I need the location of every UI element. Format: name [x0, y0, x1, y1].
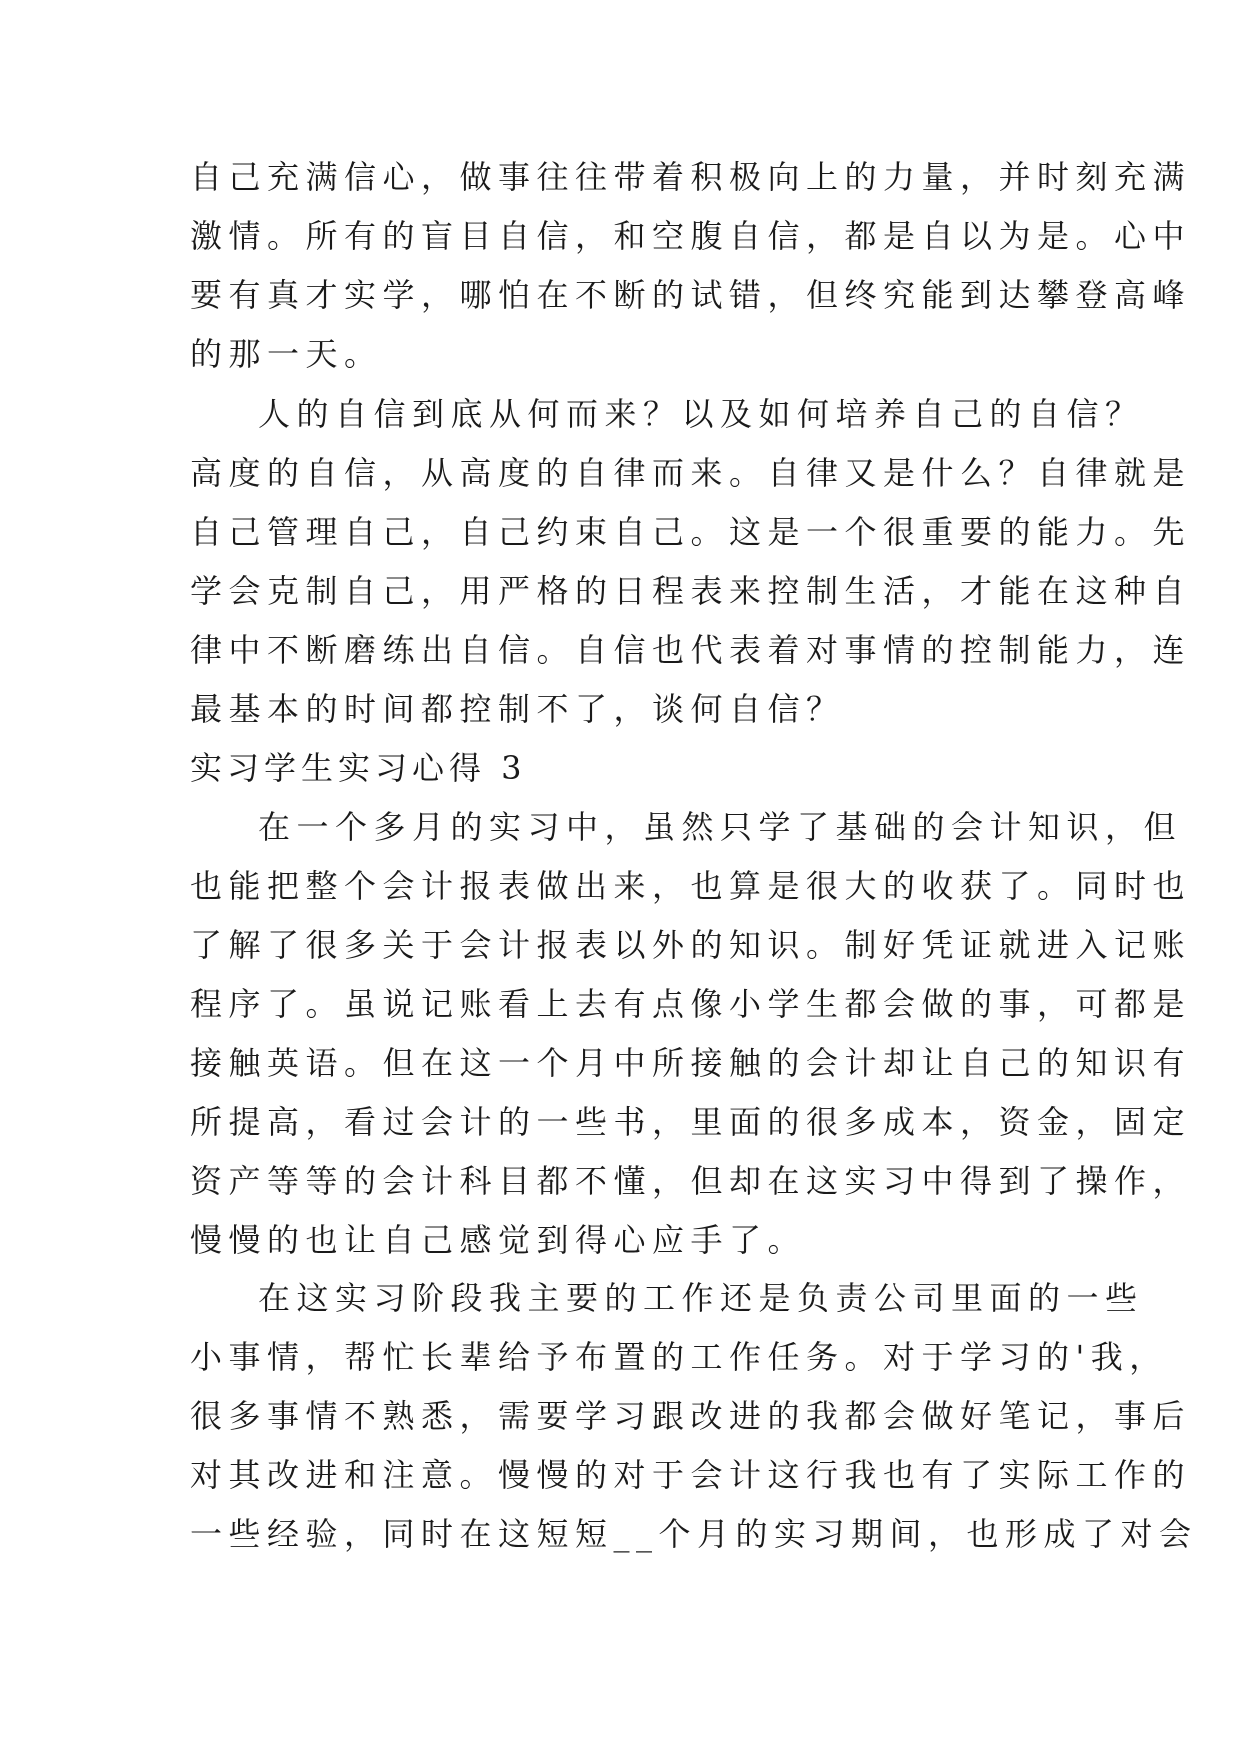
- paragraph-line: 激情。所有的盲目自信，和空腹自信，都是自以为是。心中: [190, 217, 1192, 255]
- paragraph-line: 对其改进和注意。慢慢的对于会计这行我也有了实际工作的: [190, 1456, 1192, 1494]
- paragraph-line: 人的自信到底从何而来？以及如何培养自己的自信？: [258, 395, 1144, 433]
- paragraph-line: 高度的自信，从高度的自律而来。自律又是什么？自律就是: [190, 454, 1192, 492]
- paragraph-3: [190, 798, 1192, 1270]
- paragraph-line: 所提高，看过会计的一些书，里面的很多成本，资金，固定: [190, 1103, 1192, 1141]
- paragraph-line: 要有真才实学，哪怕在不断的试错，但终究能到达攀登高峰: [190, 276, 1192, 314]
- paragraph-line: 小事情，帮忙长辈给予布置的工作任务。对于学习的'我，: [190, 1338, 1168, 1376]
- paragraph-line: 一些经验，同时在这短短__个月的实习期间，也形成了对会: [190, 1515, 1198, 1553]
- paragraph-line: 在一个多月的实习中，虽然只学了基础的会计知识，但: [258, 808, 1183, 846]
- paragraph-line: 自己充满信心，做事往往带着积极向上的力量，并时刻充满: [190, 158, 1192, 196]
- paragraph-line: 很多事情不熟悉，需要学习跟改进的我都会做好笔记，事后: [190, 1397, 1192, 1435]
- paragraph-1: [190, 148, 1192, 384]
- paragraph-line: 的那一天。: [190, 335, 383, 373]
- paragraph-line: 资产等等的会计科目都不懂，但却在这实习中得到了操作，: [190, 1162, 1192, 1200]
- section-heading-block: [190, 739, 1070, 798]
- paragraph-line: 慢慢的也让自己感觉到得心应手了。: [190, 1221, 807, 1259]
- paragraph-line: 自己管理自己，自己约束自己。这是一个很重要的能力。先: [190, 513, 1192, 551]
- paragraph-line: 接触英语。但在这一个月中所接触的会计却让自己的知识有: [190, 1044, 1192, 1082]
- paragraph-line: 最基本的时间都控制不了，谈何自信？: [190, 690, 845, 728]
- paragraph-line: 律中不断磨练出自信。自信也代表着对事情的控制能力，连: [190, 631, 1192, 669]
- paragraph-line: 学会克制自己，用严格的日程表来控制生活，才能在这种自: [190, 572, 1192, 610]
- paragraph-line: 在这实习阶段我主要的工作还是负责公司里面的一些: [258, 1279, 1144, 1317]
- paragraph-4: [190, 1269, 1198, 1564]
- section-heading: 实习学生实习心得 3: [190, 749, 527, 787]
- paragraph-line: 了解了很多关于会计报表以外的知识。制好凭证就进入记账: [190, 926, 1192, 964]
- paragraph-line: 程序了。虽说记账看上去有点像小学生都会做的事，可都是: [190, 985, 1192, 1023]
- paragraph-line: 也能把整个会计报表做出来，也算是很大的收获了。同时也: [190, 867, 1192, 905]
- paragraph-2: [190, 385, 1192, 739]
